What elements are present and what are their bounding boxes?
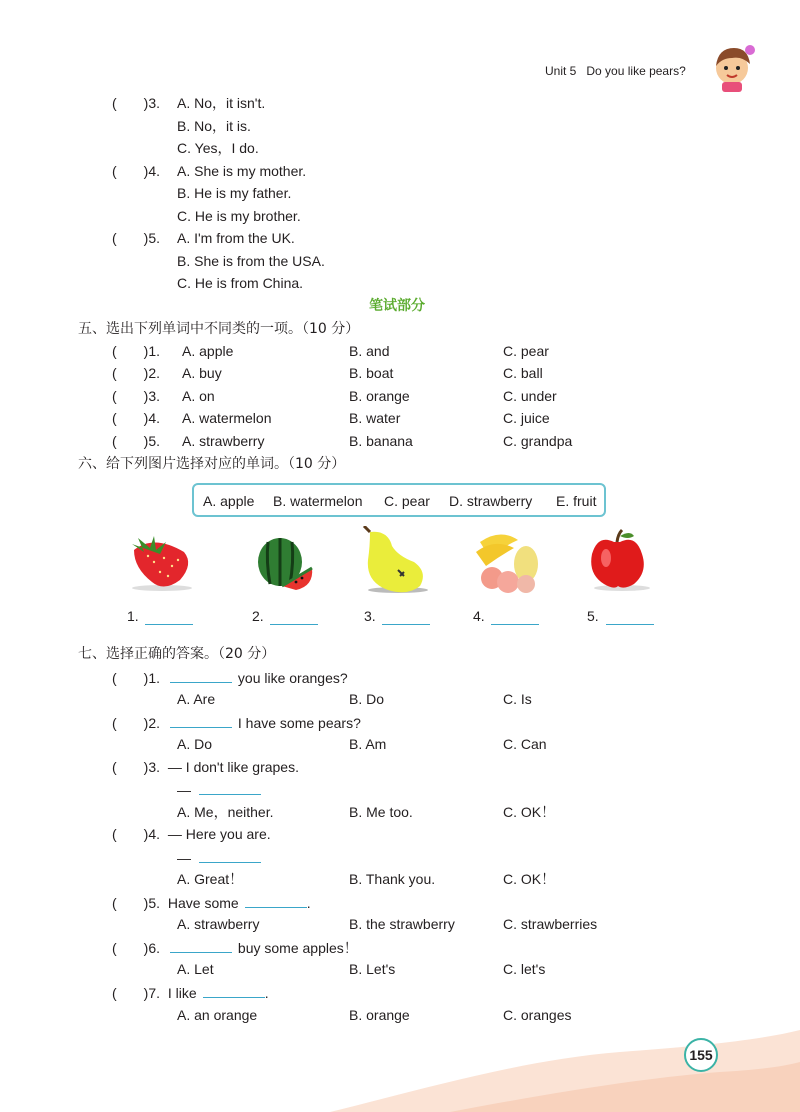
option-b: B. and (349, 343, 390, 359)
s5-item-3-number: ( )3. (112, 388, 161, 404)
option-c: C. let's (503, 961, 546, 977)
listening-item-4: ( )4. (112, 163, 161, 179)
apple-icon (584, 528, 654, 592)
unit-header (545, 62, 686, 80)
option-c: C. juice (503, 410, 550, 426)
option-a: A. I'm from the UK. (177, 230, 295, 246)
option-a: A. Great！ (177, 871, 244, 887)
option-b: B. orange (349, 388, 410, 404)
option-a: A. Do (177, 736, 213, 752)
s7-item-5-question: ( )5. Have some . (112, 895, 311, 911)
fruit-icon (470, 528, 548, 594)
s7-item-1-question: ( )1. you like oranges? (112, 670, 348, 686)
option-c: C. strawberries (503, 916, 598, 932)
word-option-d: D. strawberry (449, 493, 533, 509)
option-a: A. an orange (177, 1007, 258, 1023)
option-a: A. No，it isn't. (177, 95, 266, 111)
option-a: A. on (182, 388, 215, 404)
option-c: C. under (503, 388, 557, 404)
option-c: C. He is from China. (177, 275, 304, 291)
s7-item-3-question: ( )3. — I don't like grapes. (112, 759, 299, 775)
section-7-title: 七、选择正确的答案。（20 分） (78, 646, 276, 662)
option-b: B. No，it is. (177, 118, 251, 134)
option-c: C. Can (503, 736, 547, 752)
answer-blank[interactable] (199, 848, 261, 863)
answer-blank[interactable] (199, 780, 261, 795)
option-b: B. orange (349, 1007, 410, 1023)
option-a: A. Are (177, 691, 216, 707)
unit-label: Unit 5 (545, 64, 577, 78)
picture-number-1: 1. (127, 608, 139, 624)
section-5-title: 五、选出下列单词中不同类的一项。（10 分） (78, 321, 360, 337)
option-a: A. She is my mother. (177, 163, 307, 179)
option-a: A. buy (182, 365, 222, 381)
option-b: B. the strawberry (349, 916, 455, 932)
picture-number-4: 4. (473, 608, 485, 624)
answer-line-5[interactable] (606, 624, 654, 625)
option-a: A. apple (182, 343, 234, 359)
option-c: C. OK！ (503, 804, 556, 820)
s7-item-4-reply: — (177, 848, 261, 867)
word-option-b: B. watermelon (273, 493, 363, 509)
listening-item-3: ( )3. (112, 95, 161, 111)
option-c: C. OK！ (503, 871, 556, 887)
s7-item-4-question: ( )4. — Here you are. (112, 826, 271, 842)
s5-item-5-number: ( )5. (112, 433, 161, 449)
page-number: 155 (684, 1038, 718, 1072)
option-b: B. She is from the USA. (177, 253, 325, 269)
picture-number-2: 2. (252, 608, 264, 624)
answer-blank[interactable] (170, 938, 232, 953)
girl-mascot-icon (708, 40, 756, 92)
word-option-c: C. pear (384, 493, 430, 509)
option-a: A. watermelon (182, 410, 272, 426)
option-c: C. grandpa (503, 433, 573, 449)
option-a: A. strawberry (177, 916, 260, 932)
option-c: C. oranges (503, 1007, 572, 1023)
option-b: B. Do (349, 691, 385, 707)
s7-item-6-question: ( )6. buy some apples！ (112, 940, 358, 956)
s5-item-4-number: ( )4. (112, 410, 161, 426)
option-c: C. Yes，I do. (177, 140, 259, 156)
answer-line-1[interactable] (145, 624, 193, 625)
option-a: A. Let (177, 961, 214, 977)
option-b: B. Let's (349, 961, 396, 977)
unit-title: Do you like pears? (586, 64, 686, 78)
picture-number-5: 5. (587, 608, 599, 624)
picture-number-3: 3. (364, 608, 376, 624)
s5-item-1-number: ( )1. (112, 343, 161, 359)
answer-blank[interactable] (245, 893, 307, 908)
option-a: A. strawberry (182, 433, 265, 449)
option-b: B. boat (349, 365, 394, 381)
answer-blank[interactable] (203, 983, 265, 998)
s7-item-2-question: ( )2. I have some pears? (112, 715, 361, 731)
s7-item-7-question: ( )7. I like . (112, 985, 269, 1001)
option-b: B. water (349, 410, 401, 426)
section-6-title: 六、给下列图片选择对应的单词。（10 分） (78, 456, 346, 472)
written-part-title: 笔试部分 (369, 298, 425, 314)
answer-line-2[interactable] (270, 624, 318, 625)
strawberry-icon (124, 530, 196, 592)
option-a: A. Me，neither. (177, 804, 274, 820)
answer-blank[interactable] (170, 713, 232, 728)
option-c: C. pear (503, 343, 549, 359)
answer-line-3[interactable] (382, 624, 430, 625)
option-b: B. Thank you. (349, 871, 436, 887)
word-option-e: E. fruit (556, 493, 597, 509)
watermelon-icon (252, 530, 316, 592)
word-bank-box (192, 483, 606, 517)
option-c: C. Is (503, 691, 532, 707)
s7-item-3-reply: — (177, 780, 261, 799)
listening-item-5: ( )5. (112, 230, 161, 246)
option-b: B. Me too. (349, 804, 413, 820)
option-c: C. ball (503, 365, 543, 381)
answer-line-4[interactable] (491, 624, 539, 625)
option-c: C. He is my brother. (177, 208, 301, 224)
option-b: B. He is my father. (177, 185, 292, 201)
pear-icon (358, 526, 436, 594)
option-b: B. Am (349, 736, 387, 752)
answer-blank[interactable] (170, 668, 232, 683)
option-b: B. banana (349, 433, 413, 449)
word-option-a: A. apple (203, 493, 255, 509)
s5-item-2-number: ( )2. (112, 365, 161, 381)
